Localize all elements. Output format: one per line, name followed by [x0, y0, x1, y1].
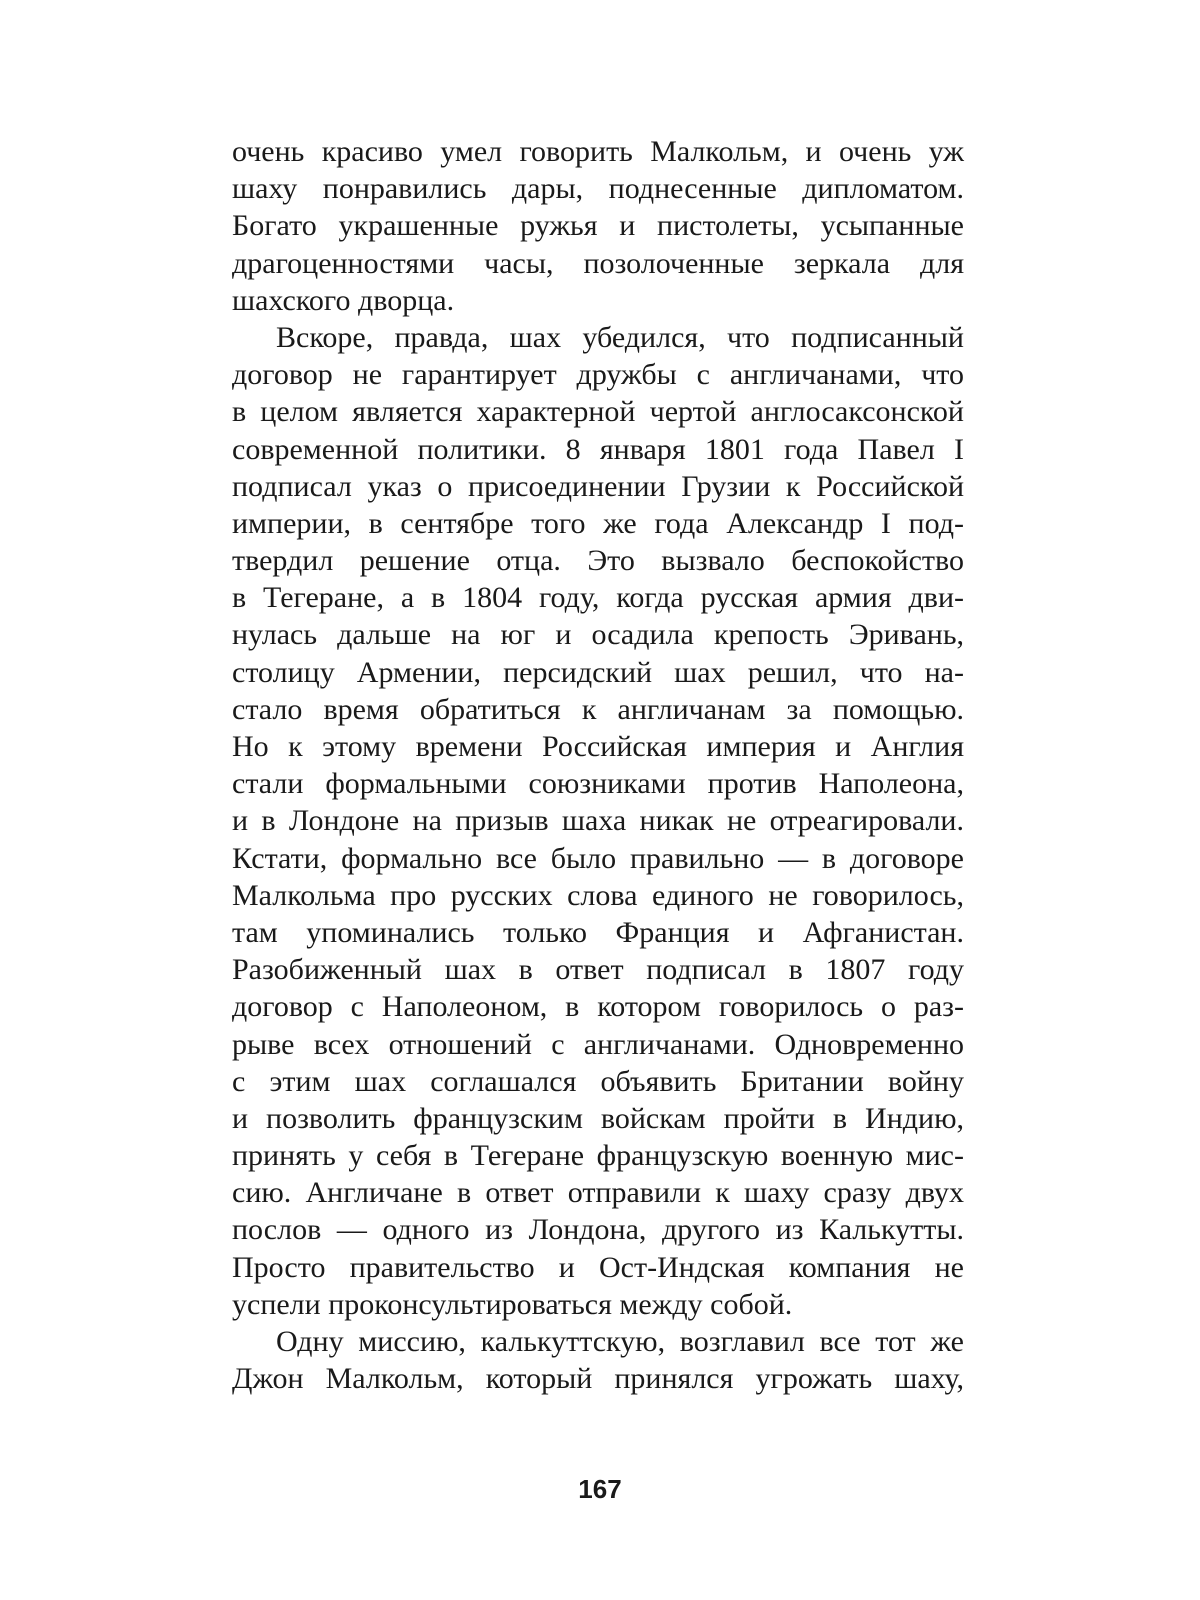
text-line: драгоценностями часы, позолоченные зеркала для: [232, 246, 964, 280]
text-line: Джон Малкольм, который принялся угрожать шаху,: [232, 1362, 964, 1396]
body-text: [232, 133, 964, 1397]
text-line: и позволить французским войскам пройти в Индию,: [232, 1101, 964, 1135]
text-line: договор с Наполеоном, в котором говорилось о раз-: [232, 990, 964, 1024]
text-line: шахского дворца.: [232, 283, 455, 317]
text-line: столицу Армении, персидский шах решил, что на-: [232, 655, 964, 689]
text-line: Одну миссию, калькуттскую, возглавил все тот же: [276, 1325, 964, 1358]
text-line: Но к этому времени Российская империя и Англия: [232, 730, 964, 763]
text-line: современной политики. 8 января 1801 года Павел I: [232, 432, 964, 466]
text-line: там упоминались только Франция и Афганистан.: [232, 915, 964, 949]
text-line: успели проконсультироваться между собой.: [232, 1287, 793, 1321]
text-line: Вскоре, правда, шах убедился, что подписанный: [276, 320, 964, 354]
text-line: рыве всех отношений с англичанами. Одновременно: [232, 1027, 964, 1061]
text-line: послов — одного из Лондона, другого из Калькутты.: [232, 1213, 964, 1247]
text-line: подписал указ о присоединении Грузии к Российской: [232, 469, 964, 503]
text-line: в Тегеране, а в 1804 году, когда русская армия дви-: [232, 581, 964, 615]
text-line: стало время обратиться к англичанам за помощью.: [232, 692, 964, 726]
page-number: 167: [578, 1474, 622, 1504]
text-line: договор не гарантирует дружбы с англичанами, что: [232, 358, 964, 392]
text-line: в целом является характерной чертой англосаксонской: [232, 395, 964, 429]
text-line: Разобиженный шах в ответ подписал в 1807 году: [232, 953, 964, 987]
text-line: нулась дальше на юг и осадила крепость Эривань,: [232, 618, 964, 652]
text-line: империи, в сентябре того же года Александр I под-: [232, 506, 964, 540]
text-line: шаху понравились дары, поднесенные дипломатом.: [232, 172, 964, 206]
text-line: Кстати, формально все было правильно — в договоре: [232, 841, 964, 875]
text-line: сию. Англичане в ответ отправили к шаху сразу двух: [232, 1176, 964, 1210]
text-line: Богато украшенные ружья и пистолеты, усыпанные: [232, 209, 964, 243]
text-line: и в Лондоне на призыв шаха никак не отреагировали.: [232, 804, 964, 838]
text-line: стали формальными союзниками против Наполеона,: [232, 767, 964, 801]
text-line: Просто правительство и Ост-Индская компания не: [232, 1250, 964, 1284]
text-line: принять у себя в Тегеране французскую военную мис-: [232, 1139, 964, 1173]
text-line: с этим шах соглашался объявить Британии войну: [232, 1064, 964, 1098]
text-line: Малкольма про русских слова единого не говорилось,: [232, 878, 964, 912]
text-line: твердил решение отца. Это вызвало беспокойство: [232, 544, 964, 578]
text-line: очень красиво умел говорить Малкольм, и очень уж: [232, 135, 964, 168]
